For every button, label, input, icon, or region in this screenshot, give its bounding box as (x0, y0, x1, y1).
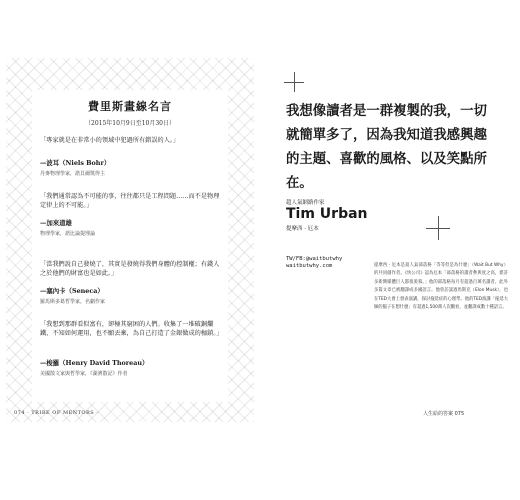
quote-author-desc: 羅馬斯多葛哲學家，名劇作家 (40, 299, 106, 305)
person-name-chinese: 提摩西 · 厄本 (286, 226, 319, 232)
social-handle-line: TW/FB:@waitbutwhy (286, 256, 343, 262)
left-folio: 074 · TRIBE OF MENTORS · (14, 410, 99, 416)
person-name: Tim Urban (286, 206, 368, 222)
card-title: 費里斯畫線名言 (88, 100, 172, 113)
quote-author: —加來道雄 (40, 219, 72, 227)
quote-text: 「當我們說自己發燒了，其實是發燒得我們身體的控制權；有錢人之於他們的財富也是如此。」 (40, 261, 220, 277)
quote-author-desc: 丹麥物理學家，諾貝爾獎得主 (40, 171, 106, 177)
person-role: 超人氣網路作家 (286, 200, 325, 206)
quote-text: 「專家就是在非常小的領域中犯過所有錯誤的人。」 (40, 137, 180, 144)
right-folio: 人生給的答案 075 (423, 411, 465, 417)
quote-author: —波耳（Niels Bohr） (40, 159, 111, 167)
right-page (266, 58, 516, 422)
quote-text: 「我想到那群看似富有，卻極其窮困的人們。收集了一堆破銅爛鐵，不知如何運用，也不願丟棄，為自己打造了金銀做成的枷鎖。」 (40, 321, 223, 337)
quote-author-desc: 美國散文家與哲學家，《湖濱散記》作者 (40, 371, 128, 377)
left-page (6, 58, 254, 422)
quote-text: 「我們通常認為不可能的事，往往都只是工程問題……而不是物理定律上的不可能。」 (40, 193, 220, 209)
quote-author-desc: 物理學家，諾比論提理論 (40, 231, 96, 237)
headline-quote: 我想像讀者是一群複製的我，一切就簡單多了，因為我知道我感興趣的主題、喜歡的風格、以及笑點所在。 (286, 104, 487, 191)
quote-author: —梭羅（Henry David Thoreau） (40, 359, 149, 367)
biography-text: 提摩西 · 厄本是超人氣部落格「等等但是為什麼」（Wait But Why）的共同創作者。《快公司》認為厄本「部落格的讀者參與度之高，堪許多新興媒體巨人都很羨慕。」他的部落格每月有超過百萬名讀者，此外多篇文章已被翻譯成多國語言。他曾訪談過馬斯克（Elon Musk），也在TED大會上發表演講，探討拖延症的心理學。他的TED演講「拖延大師的腦子在想什麼」有超過1,500萬人次觀看，並翻譯成數十種語言。 (374, 263, 508, 311)
website-line: waitbutwhy.com (286, 263, 333, 269)
card-date: （2015年10月9日至10月30日） (85, 120, 175, 127)
quote-author: —塞內卡（Seneca） (40, 287, 104, 295)
social-handle (286, 256, 342, 270)
quotes-card (32, 90, 228, 402)
